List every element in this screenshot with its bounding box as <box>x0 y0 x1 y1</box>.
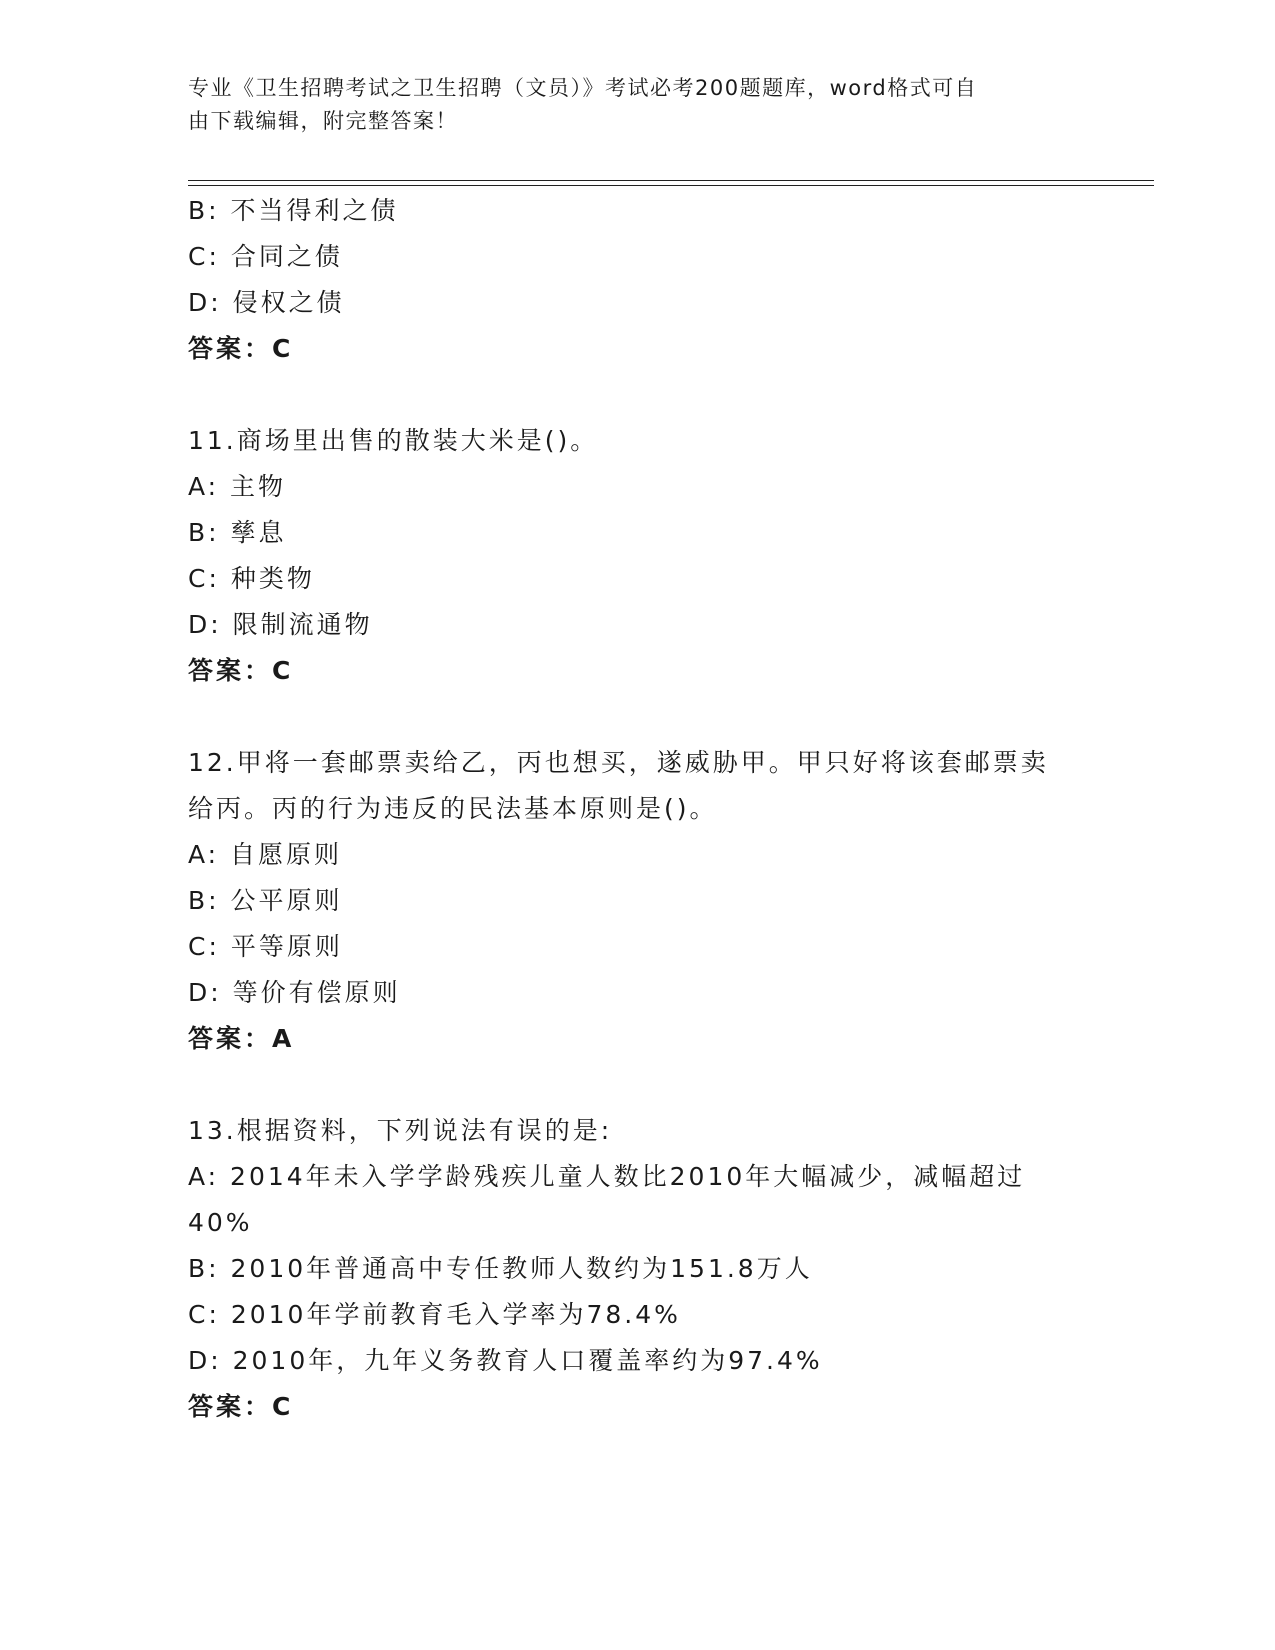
option-a: A: 主物 <box>188 472 287 501</box>
option-c: C: 种类物 <box>188 564 315 593</box>
option-d: D: 等价有偿原则 <box>188 978 401 1007</box>
option-a: A: 自愿原则 <box>188 840 343 869</box>
option-b: B: 孳息 <box>188 518 287 547</box>
spacer <box>188 372 1088 418</box>
option-d: D: 侵权之债 <box>188 288 345 317</box>
document-header <box>188 72 1088 138</box>
option-b: B: 2010年普通高中专任教师人数约为151.8万人 <box>188 1254 813 1283</box>
spacer <box>188 1062 1088 1108</box>
option-c: C: 合同之债 <box>188 242 343 271</box>
option-c: C: 平等原则 <box>188 932 343 961</box>
document-body <box>188 188 1088 1430</box>
question-11-block <box>188 418 1088 694</box>
question-text: 11.商场里出售的散装大米是()。 <box>188 426 599 455</box>
header-line-1: 专业《卫生招聘考试之卫生招聘（文员）》考试必考200题题库，word格式可自 <box>188 76 978 100</box>
option-c: C: 2010年学前教育毛入学率为78.4% <box>188 1300 681 1329</box>
question-12-block <box>188 740 1088 1062</box>
spacer <box>188 694 1088 740</box>
question-10-block <box>188 188 1088 372</box>
option-b: B: 公平原则 <box>188 886 343 915</box>
header-divider-bottom <box>188 185 1154 186</box>
answer: 答案：A <box>188 1024 295 1053</box>
answer: 答案：C <box>188 334 294 363</box>
option-a-line-1: A: 2014年未入学学龄残疾儿童人数比2010年大幅减少，减幅超过 <box>188 1162 1026 1191</box>
answer: 答案：C <box>188 1392 294 1421</box>
answer: 答案：C <box>188 656 294 685</box>
option-a-line-2: 40% <box>188 1208 253 1237</box>
option-d: D: 2010年，九年义务教育人口覆盖率约为97.4% <box>188 1346 823 1375</box>
header-line-2: 由下载编辑，附完整答案！ <box>188 109 458 133</box>
question-text-line-1: 12.甲将一套邮票卖给乙，丙也想买，遂威胁甲。甲只好将该套邮票卖 <box>188 748 1049 777</box>
header-divider-top <box>188 180 1154 181</box>
question-13-block <box>188 1108 1088 1430</box>
option-b: B: 不当得利之债 <box>188 196 399 225</box>
question-text-line-2: 给丙。丙的行为违反的民法基本原则是()。 <box>188 794 718 823</box>
question-text: 13.根据资料，下列说法有误的是: <box>188 1116 613 1145</box>
option-d: D: 限制流通物 <box>188 610 373 639</box>
